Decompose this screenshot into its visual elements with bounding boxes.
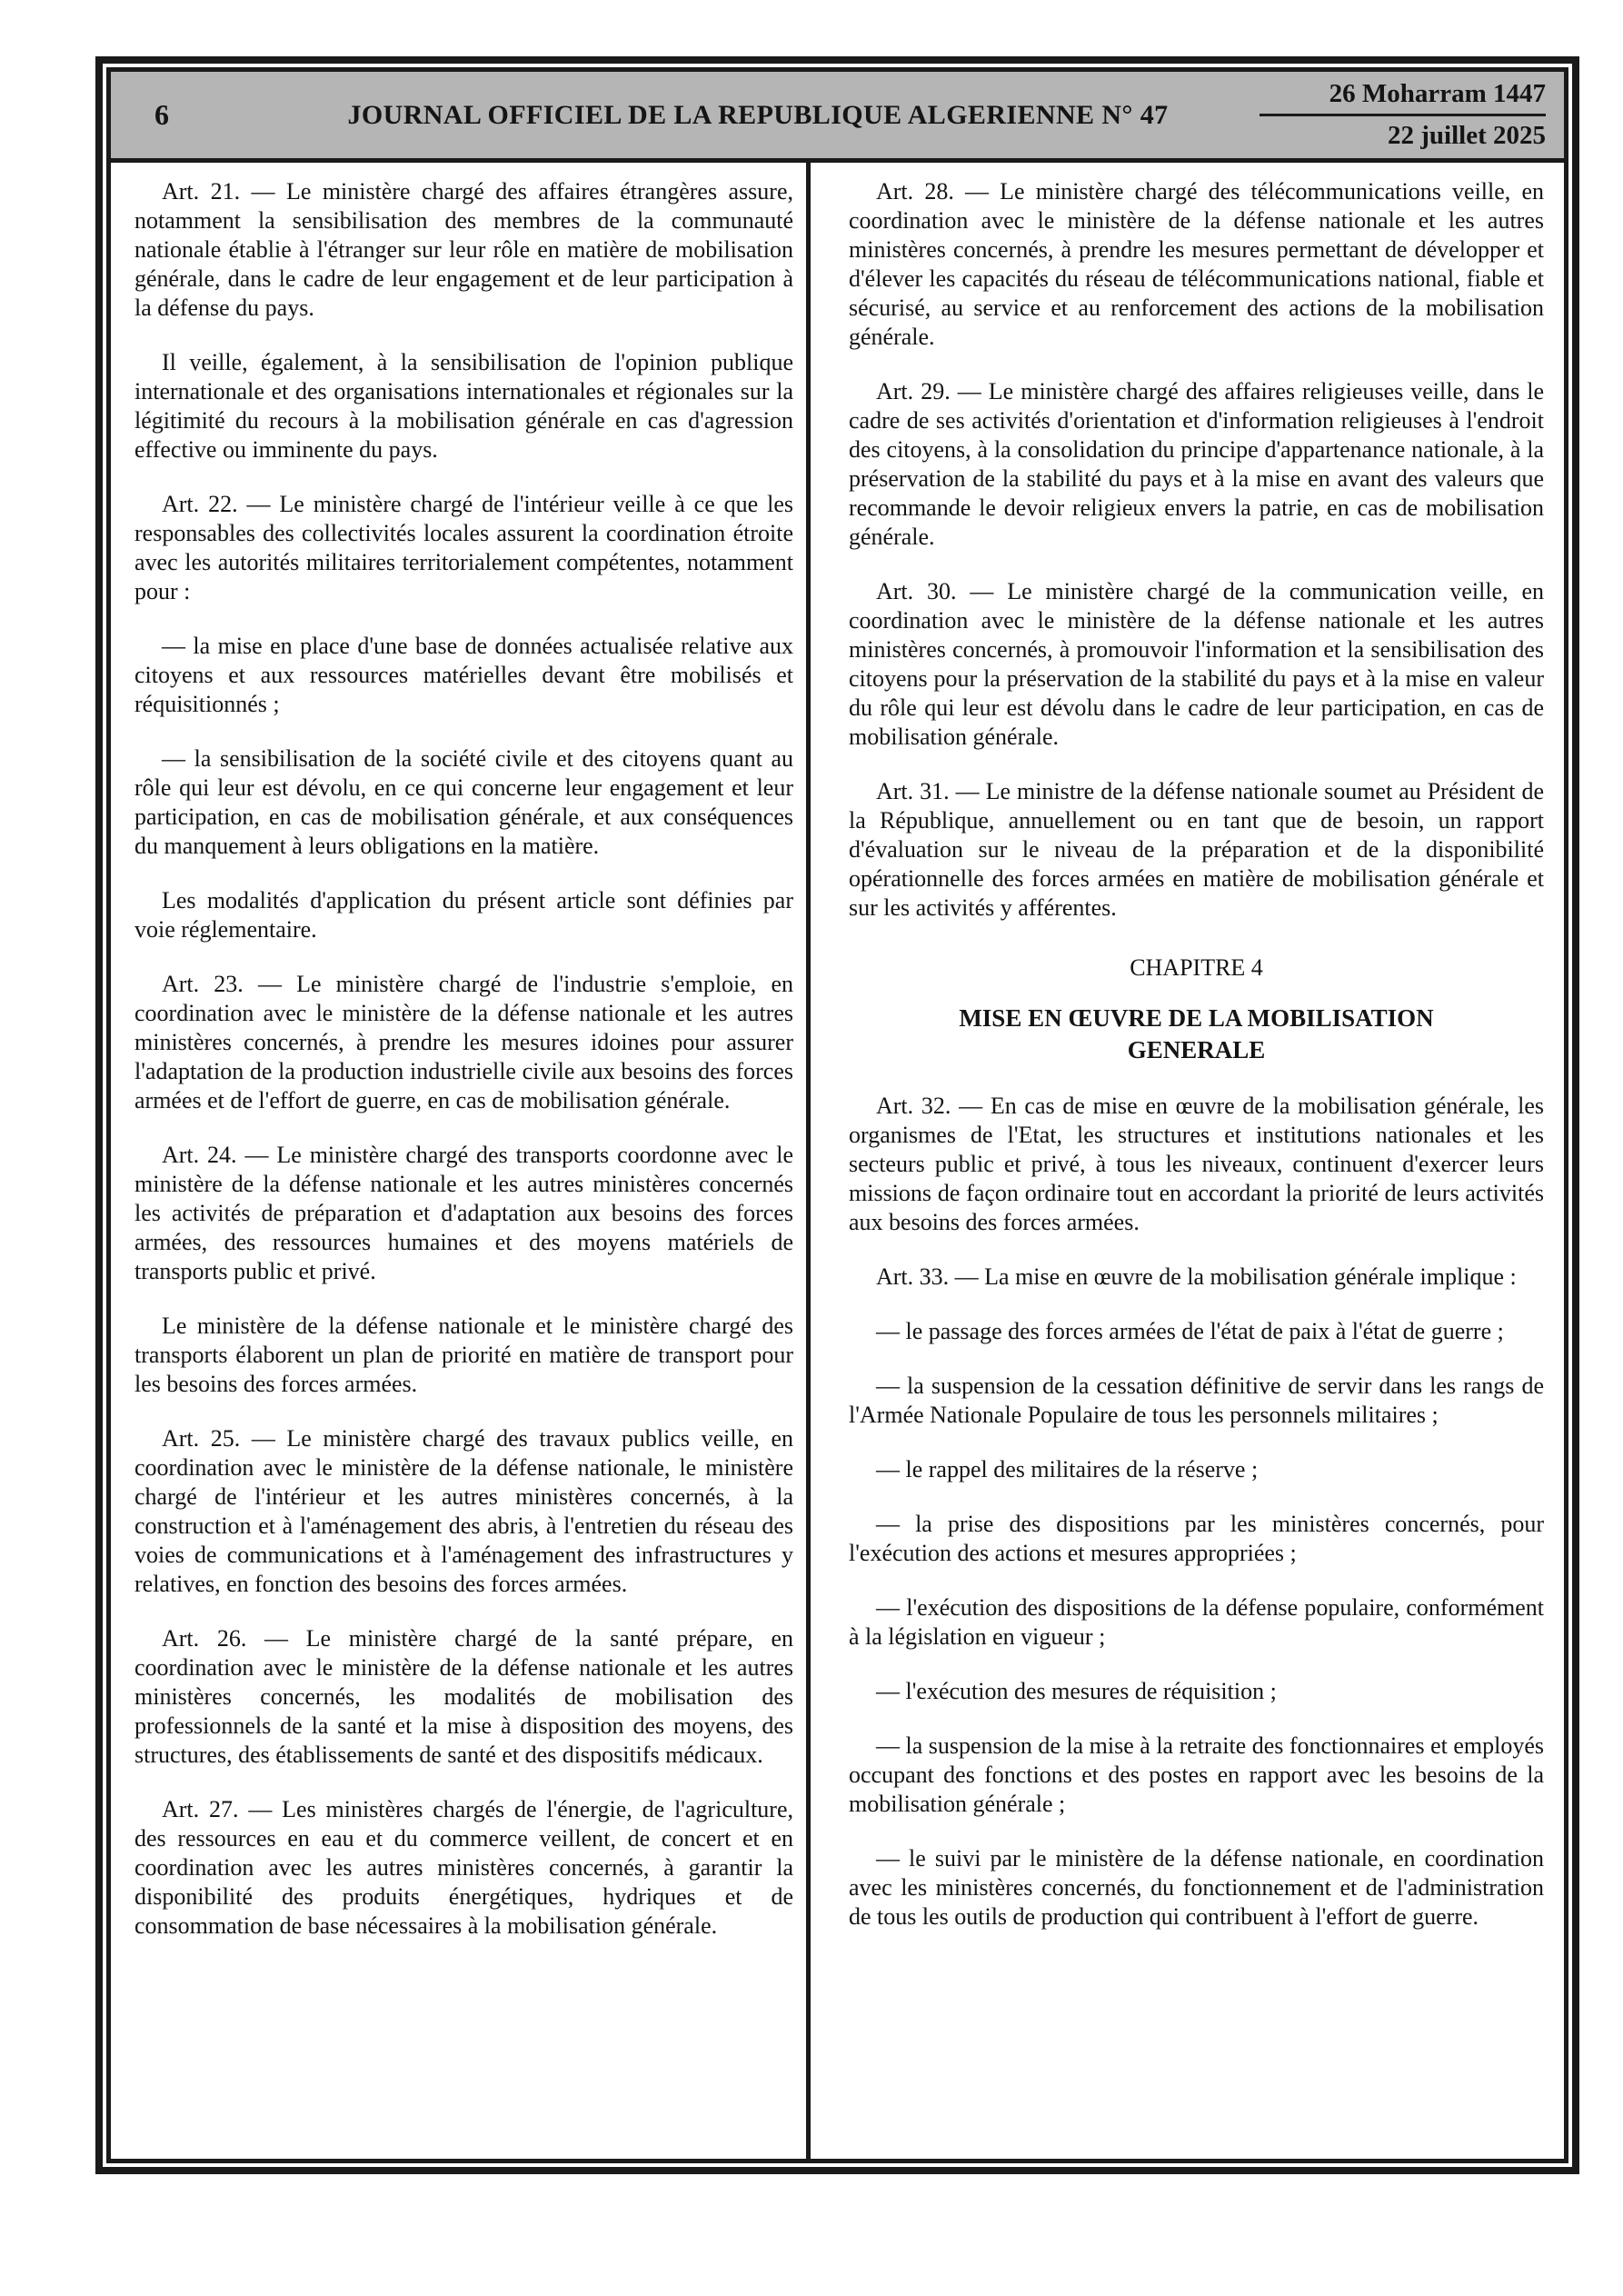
paragraph: Art. 31. — Le ministre de la défense nationale soumet au Président de la République, annuellement ou en tant que de besoin, un rapport d'évaluation sur le niveau de la préparation et de la disponibilité opérationnelle des forces armées en matière de mobilisation générale et sur les activités y afférentes.	[849, 778, 1544, 921]
paragraph: Le ministère de la défense nationale et le ministère chargé des transports élaborent un plan de priorité en matière de transport pour les besoins des forces armées.	[134, 1313, 793, 1397]
list-item: — la mise en place d'une base de données actualisée relative aux citoyens et aux ressources matérielles devant être mobilisés et réquisitionnés ;	[134, 633, 793, 717]
page-body	[111, 163, 1564, 2159]
paragraph: Art. 27. — Les ministères chargés de l'énergie, de l'agriculture, des ressources en eau et du commerce veillent, de concert et en coordination avec les autres ministères concernés, à garantir la disponibilité des produits énergétiques, hydriques et de consommation de base nécessaires à la mobilisation générale.	[134, 1796, 793, 1939]
list-item: — le passage des forces armées de l'état de paix à l'état de guerre ;	[876, 1318, 1504, 1344]
date-block	[1260, 72, 1564, 158]
list-item: — l'exécution des mesures de réquisition ;	[876, 1678, 1277, 1704]
paragraph: Art. 26. — Le ministère chargé de la santé prépare, en coordination avec le ministère de la défense nationale et les autres ministères concernés, les modalités de mobilisation des professionnels de la santé et la mise à disposition des moyens, des structures, des établissements de santé et des dispositifs médicaux.	[134, 1625, 793, 1768]
paragraph: Art. 23. — Le ministère chargé de l'industrie s'emploie, en coordination avec le ministère de la défense nationale et les autres ministères concernés, à prendre les mesures idoines pour assurer l'adaptation de la production industrielle civile aux besoins des forces armées et de l'effort de guerre, en cas de mobilisation générale.	[134, 971, 793, 1113]
list-item: — le rappel des militaires de la réserve ;	[876, 1456, 1259, 1482]
page-frame	[95, 56, 1579, 2174]
page-header	[111, 72, 1564, 163]
paragraph: Art. 32. — En cas de mise en œuvre de la mobilisation générale, les organismes de l'Etat, les structures et institutions nationales et les secteurs public et privé, à tous les niveaux, continuent d'exercer leurs missions de façon ordinaire tout en accordant la priorité de leurs activités aux besoins des forces armées.	[849, 1093, 1544, 1235]
paragraph: Art. 30. — Le ministère chargé de la communication veille, en coordination avec le ministère de la défense nationale et les autres ministères concernés, à promouvoir l'information et la sensibilisation des citoyens pour la préservation de la stabilité du pays et à la mise en valeur du rôle qui leur est dévolu dans le cadre de leur participation, en cas de mobilisation générale.	[849, 578, 1544, 750]
list-item: — la sensibilisation de la société civile et des citoyens quant au rôle qui leur est dévolu, en ce qui concerne leur engagement et leur participation, en cas de mobilisation générale, et aux conséquences du manquement à leurs obligations en la matière.	[134, 745, 793, 859]
list-item: — la prise des dispositions par les ministères concernés, pour l'exécution des actions et mesures appropriées ;	[849, 1511, 1544, 1566]
page-frame-inner	[106, 67, 1568, 2163]
list-item: — la suspension de la cessation définitive de servir dans les rangs de l'Armée Nationale Populaire de tous les personnels militaires ;	[849, 1373, 1544, 1428]
list-item: — l'exécution des dispositions de la défense populaire, conformément à la législation en vigueur ;	[849, 1594, 1544, 1650]
column-right	[811, 163, 1564, 2159]
paragraph: Art. 25. — Le ministère chargé des travaux publics veille, en coordination avec le ministère de la défense nationale, le ministère chargé de l'intérieur et les autres ministères concernés, à la construction et à l'aménagement des abris, à l'entretien du réseau des voies de communications et à l'aménagement des infrastructures y relatives, en fonction des besoins des forces armées.	[134, 1425, 793, 1597]
paragraph: Art. 22. — Le ministère chargé de l'intérieur veille à ce que les responsables des collectivités locales assurent la coordination étroite avec les autorités militaires territorialement compétentes, notamment pour :	[134, 491, 793, 604]
chapter-heading: CHAPITRE 4	[1130, 954, 1263, 981]
paragraph: Art. 24. — Le ministère chargé des transports coordonne avec le ministère de la défense nationale et les autres ministères concernés les activités de préparation et d'adaptation aux besoins des forces armées, des ressources humaines et des moyens matériels de transports public et privé.	[134, 1142, 793, 1284]
list-item: — le suivi par le ministère de la défense nationale, en coordination avec les ministères concernés, du fonctionnement et de l'administration de tous les outils de production qui contribuent à l'effort de guerre.	[849, 1845, 1544, 1930]
journal-title: JOURNAL OFFICIEL DE LA REPUBLIQUE ALGERIENNE N° 47	[347, 99, 1169, 130]
date-hijri: 26 Moharram 1447	[1260, 79, 1546, 116]
paragraph: Art. 33. — La mise en œuvre de la mobilisation générale implique :	[876, 1263, 1517, 1290]
list-item: — la suspension de la mise à la retraite des fonctionnaires et employés occupant des fonctions et des postes en rapport avec les besoins de la mobilisation générale ;	[849, 1732, 1544, 1817]
page-number: 6	[154, 98, 169, 131]
chapter-title: MISE EN ŒUVRE DE LA MOBILISATION GENERALE	[959, 1004, 1434, 1063]
paragraph: Art. 21. — Le ministère chargé des affaires étrangères assure, notamment la sensibilisation des membres de la communauté nationale établie à l'étranger sur leur rôle en matière de mobilisation générale, dans le cadre de leur engagement et de leur participation à la défense du pays.	[134, 178, 793, 321]
paragraph: Art. 28. — Le ministère chargé des télécommunications veille, en coordination avec le ministère de la défense nationale et les autres ministères concernés, à prendre les mesures permettant de développer et d'élever les capacités du réseau de télécommunications national, fiable et sécurisé, au service et au renforcement des actions de la mobilisation générale.	[849, 178, 1544, 350]
paragraph: Art. 29. — Le ministère chargé des affaires religieuses veille, dans le cadre de ses activités d'orientation et d'information religieuses à l'endroit des citoyens, à la consolidation du principe d'appartenance nationale, à la préservation de la stabilité du pays et à la mise en avant des valeurs que recommande le devoir religieux envers la patrie, en cas de mobilisation générale.	[849, 378, 1544, 550]
column-left	[111, 163, 806, 2159]
paragraph: Les modalités d'application du présent article sont définies par voie réglementaire.	[134, 887, 793, 943]
date-gregorian: 22 juillet 2025	[1388, 121, 1546, 150]
paragraph: Il veille, également, à la sensibilisation de l'opinion publique internationale et des organisations internationales et régionales sur la légitimité du recours à la mobilisation générale en cas d'agression effective ou imminente du pays.	[134, 349, 793, 463]
